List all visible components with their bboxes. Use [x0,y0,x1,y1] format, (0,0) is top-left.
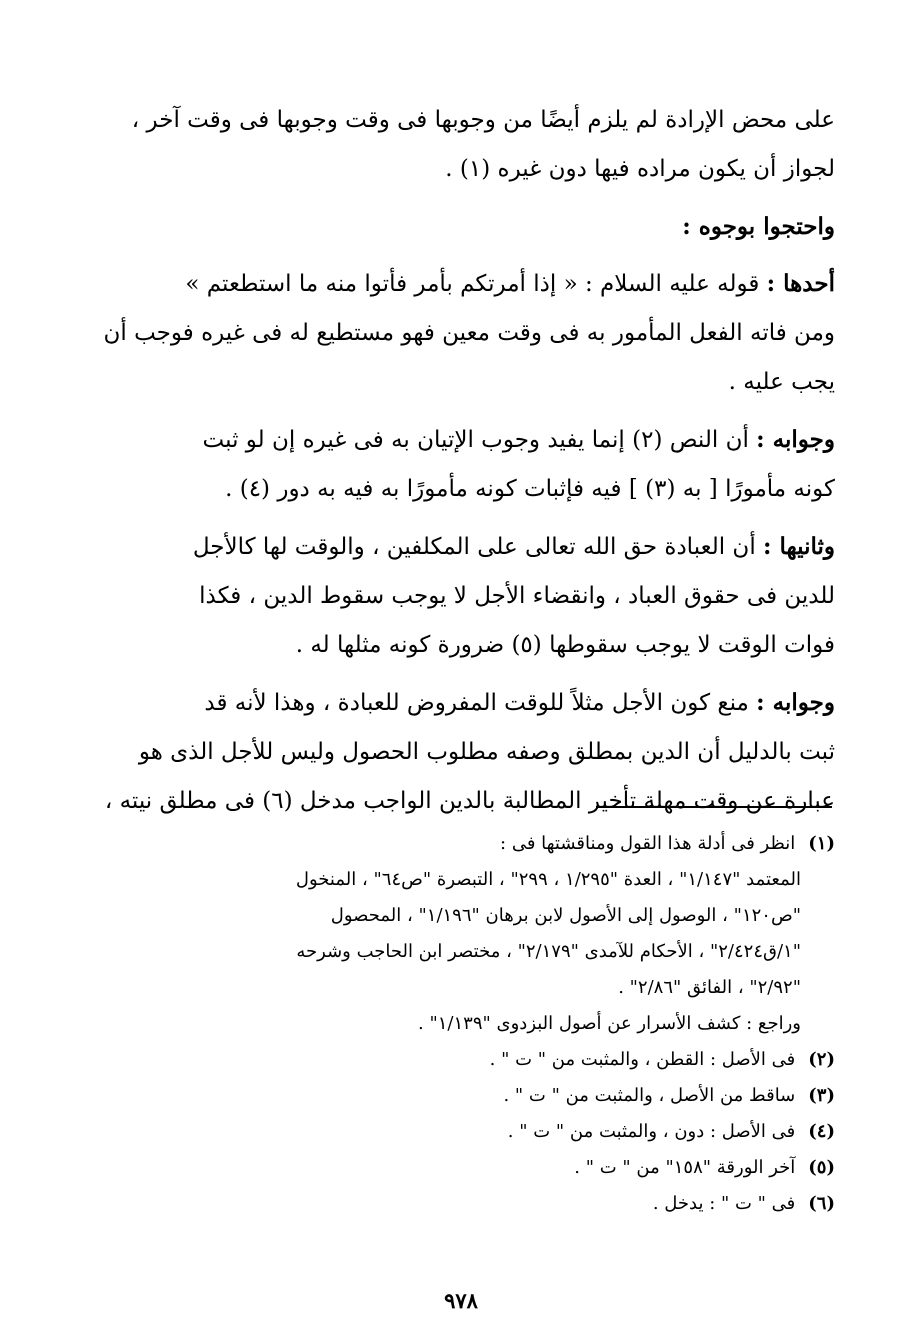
paragraph-first-argument [100,259,835,407]
footnote-text: انظر فى أدلة هذا القول ومناقشتها فى : [500,833,796,854]
footnote-number: (٤) [808,1121,835,1142]
footnote-3 [100,1078,835,1114]
text-line: كونه مأمورًا [ به (٣) ] فيه فإثبات كونه مأمورًا به فيه به دور (٤) . [225,476,835,502]
paragraph-first-reply [100,415,835,514]
page-number: ٩٧٨ [444,1288,478,1313]
main-text [100,96,835,834]
footnote-text: آخر الورقة "١٥٨" من " ت " . [574,1157,796,1178]
text-line [100,522,835,572]
text-segment: منع كون الأجل مثلاً للوقت المفروض للعبادة ، وهذا لأنه قد [204,690,749,716]
paragraph-second-reply [100,678,835,826]
footnote-number: (١) [808,833,835,854]
footnote-number: (٣) [808,1085,835,1106]
text-segment: أن العبادة حق الله تعالى على المكلفين ، والوقت لها كالأجل [192,534,756,560]
footnote-separator [596,806,832,808]
paragraph-lead: وثانيها : [763,533,835,560]
footnote-2 [100,1042,835,1078]
footnote-1 [100,826,835,862]
text-line: يجب عليه . [728,369,835,395]
text-segment: أن النص (٢) إنما يفيد وجوب الإتيان به فى غيره إن لو ثبت [202,427,749,453]
text-line [100,415,835,465]
text-line: فوات الوقت لا يوجب سقوطها (٥) ضرورة كونه مثلها له . [295,632,835,658]
text-segment: قوله عليه السلام : « إذا أمرتكم بأمر فأتوا منه ما استطعتم » [185,271,760,297]
footnote-5 [100,1150,835,1186]
text-line: لجواز أن يكون مراده فيها دون غيره (١) . [445,156,835,182]
footnote-line: "١/ق٢/٤٢٤" ، الأحكام للآمدى "٢/١٧٩" ، مختصر ابن الحاجب وشرحه [296,941,801,962]
footnote-text: فى الأصل : دون ، والمثبت من " ت " . [507,1121,796,1142]
text-line: للدين فى حقوق العباد ، وانقضاء الأجل لا يوجب سقوط الدين ، فكذا [199,583,835,609]
footnote-4 [100,1114,835,1150]
footnote-text: ساقط من الأصل ، والمثبت من " ت " . [503,1085,796,1106]
footnote-6 [100,1186,835,1222]
footnote-line: "ص١٢٠" ، الوصول إلى الأصول لابن برهان "١/١٩٦" ، المحصول [330,905,801,926]
text-line: ومن فاته الفعل المأمور به فى وقت معين فهو مستطيع له فى غيره فوجب أن [103,320,835,346]
text-line [100,259,835,309]
footnote-text: فى " ت " : يدخل . [652,1193,796,1214]
paragraph-lead: وجوابه : [756,689,835,716]
text-line: ثبت بالدليل أن الدين بمطلق وصفه مطلوب الحصول وليس للأجل الذى هو [138,739,835,765]
footnote-number: (٥) [808,1157,835,1178]
footnotes [100,826,835,1222]
paragraph-second-argument [100,522,835,670]
footnote-text: فى الأصل : القطن ، والمثبت من " ت " . [489,1049,796,1070]
footnote-number: (٦) [808,1193,835,1214]
footnote-line: وراجع : كشف الأسرار عن أصول البزدوى "١/١٣٩" . [418,1013,801,1034]
footnote-number: (٢) [808,1049,835,1070]
paragraph-lead: أحدها : [766,270,835,297]
paragraph-lead: وجوابه : [756,426,835,453]
text-line: عبارة عن وقت مهلة تأخير المطالبة بالدين الواجب مدخل (٦) فى مطلق نيته ، [104,788,835,814]
paragraph-1 [100,96,835,194]
text-line: على محض الإرادة لم يلزم أيضًا من وجوبها فى وقت وجوبها فى وقت آخر ، [131,107,835,133]
footnote-line: المعتمد "١/١٤٧" ، العدة "١/٢٩٥ ، ٢٩٩" ، التبصرة "ص٦٤" ، المنخول [295,869,801,890]
footnote-line: "٢/٩٢" ، الفائق "٢/٨٦" . [618,977,801,998]
section-heading: واحتجوا بوجوه : [682,213,835,240]
text-line [100,678,835,728]
